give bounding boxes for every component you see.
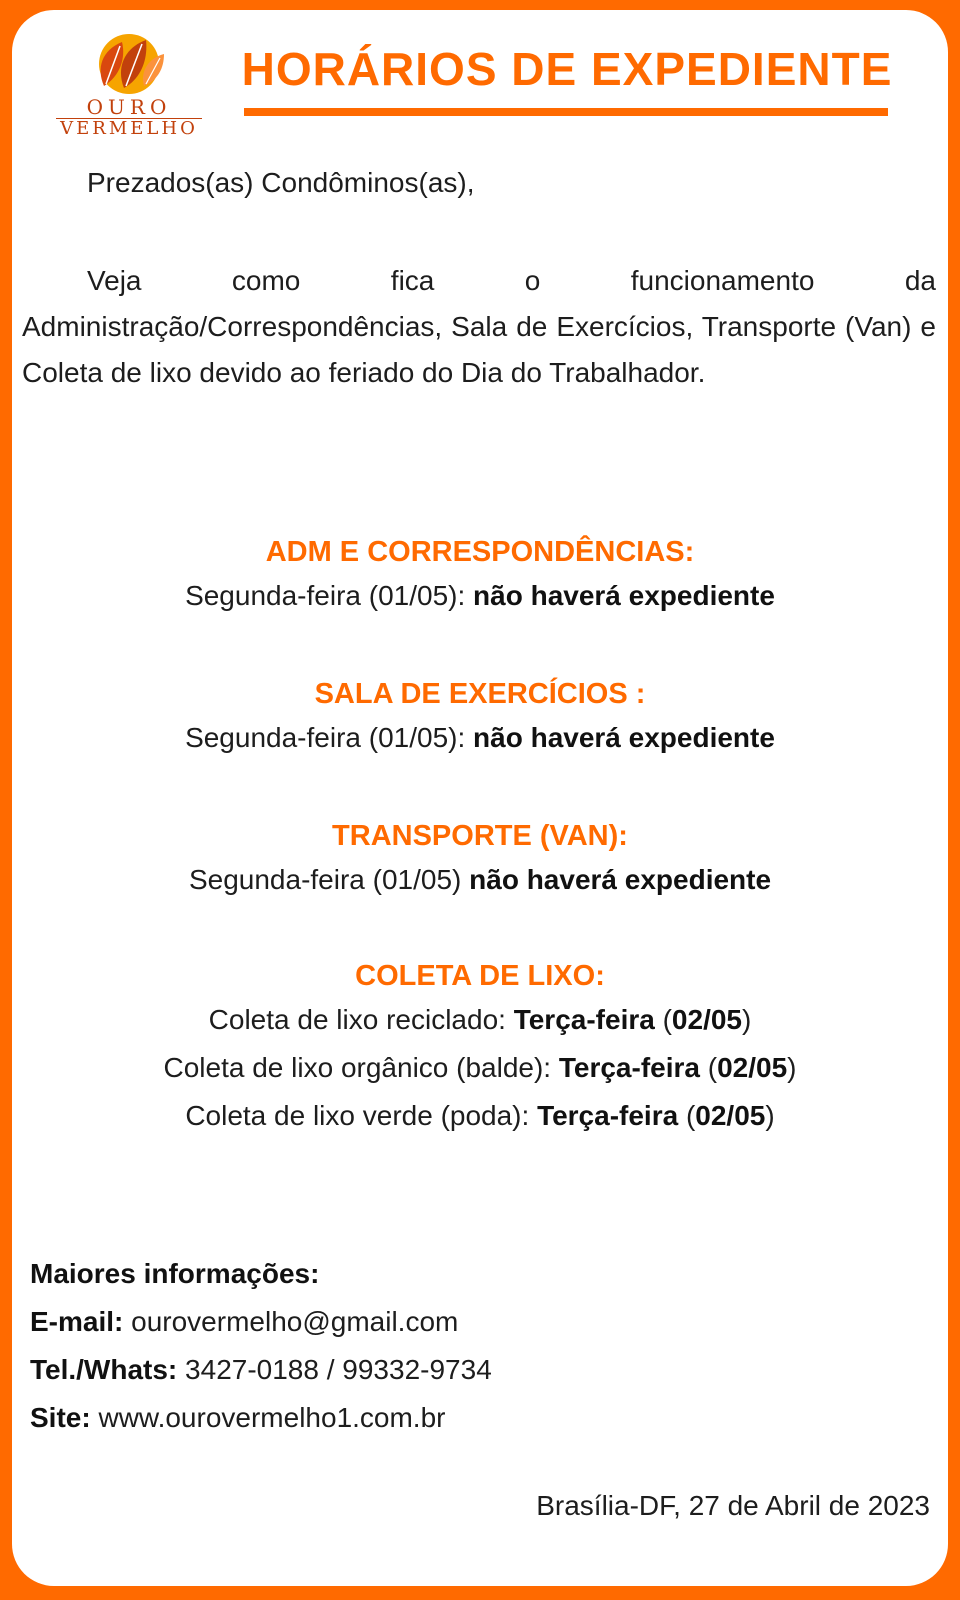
info-heading <box>30 1250 492 1298</box>
line-text: Coleta de lixo reciclado: <box>208 1004 514 1035</box>
paren: ) <box>765 1100 775 1131</box>
section-sala-exercicios <box>12 674 948 762</box>
line-bold: Terça-feira <box>558 1052 700 1083</box>
line-date: 02/05 <box>717 1052 788 1083</box>
line-bold: não haverá expediente <box>469 864 772 895</box>
line-bold: Terça-feira <box>537 1100 679 1131</box>
tel-value: 3427-0188 / 99332-9734 <box>177 1354 492 1385</box>
line-date: 02/05 <box>671 1004 742 1035</box>
line-text: Segunda-feira (01/05): <box>185 722 474 753</box>
info-tel <box>30 1346 492 1394</box>
line-text: Coleta de lixo verde (poda): <box>185 1100 538 1131</box>
info-heading-text: Maiores informações: <box>30 1258 320 1289</box>
logo <box>34 28 224 138</box>
email-value[interactable]: ourovermelho@gmail.com <box>123 1306 459 1337</box>
section-adm <box>12 532 948 620</box>
section-line <box>12 572 948 620</box>
site-value[interactable]: www.ourovermelho1.com.br <box>90 1402 446 1433</box>
paren: ( <box>654 1004 672 1035</box>
paren: ) <box>742 1004 752 1035</box>
paren: ) <box>787 1052 797 1083</box>
contact-info <box>30 1250 492 1442</box>
line-date: 02/05 <box>695 1100 766 1131</box>
section-line <box>12 1044 948 1092</box>
tel-label: Tel./Whats: <box>30 1354 178 1385</box>
intro-paragraph: Veja como fica o funcionamento da Administração/Correspondências, Sala de Exercícios, Transporte (Van) e Coleta de lixo devido ao feriado do Dia do Trabalhador. <box>22 265 936 388</box>
paren: ( <box>699 1052 718 1083</box>
section-transporte <box>12 816 948 904</box>
page-title: HORÁRIOS DE EXPEDIENTE <box>241 43 893 95</box>
site-label: Site: <box>30 1402 91 1433</box>
section-coleta-lixo <box>12 956 948 1140</box>
section-line <box>12 856 948 904</box>
section-title: COLETA DE LIXO: <box>355 960 605 992</box>
date-line: Brasília-DF, 27 de Abril de 2023 <box>536 1490 930 1521</box>
line-bold: não haverá expediente <box>473 722 775 753</box>
line-bold: não haverá expediente <box>473 580 775 611</box>
line-text: Coleta de lixo orgânico (balde): <box>163 1052 559 1083</box>
section-line <box>12 1092 948 1140</box>
section-title: TRANSPORTE (VAN): <box>332 820 628 852</box>
line-bold: Terça-feira <box>513 1004 655 1035</box>
logo-text-ouro: OURO <box>86 95 172 119</box>
info-site <box>30 1394 492 1442</box>
section-title: SALA DE EXERCÍCIOS : <box>314 678 646 710</box>
logo-text-vermelho: VERMELHO <box>56 118 202 139</box>
title-underline <box>244 108 888 116</box>
section-line <box>12 996 948 1044</box>
email-label: E-mail: <box>30 1306 124 1337</box>
paren: ( <box>678 1100 696 1131</box>
info-email <box>30 1298 492 1346</box>
notice-card <box>12 10 948 1586</box>
section-line <box>12 714 948 762</box>
greeting: Prezados(as) Condôminos(as), <box>87 167 475 198</box>
section-title: ADM E CORRESPONDÊNCIAS: <box>265 536 695 568</box>
line-text: Segunda-feira (01/05) <box>188 864 470 895</box>
line-text: Segunda-feira (01/05): <box>185 580 474 611</box>
leaf-sun-icon <box>74 28 184 98</box>
